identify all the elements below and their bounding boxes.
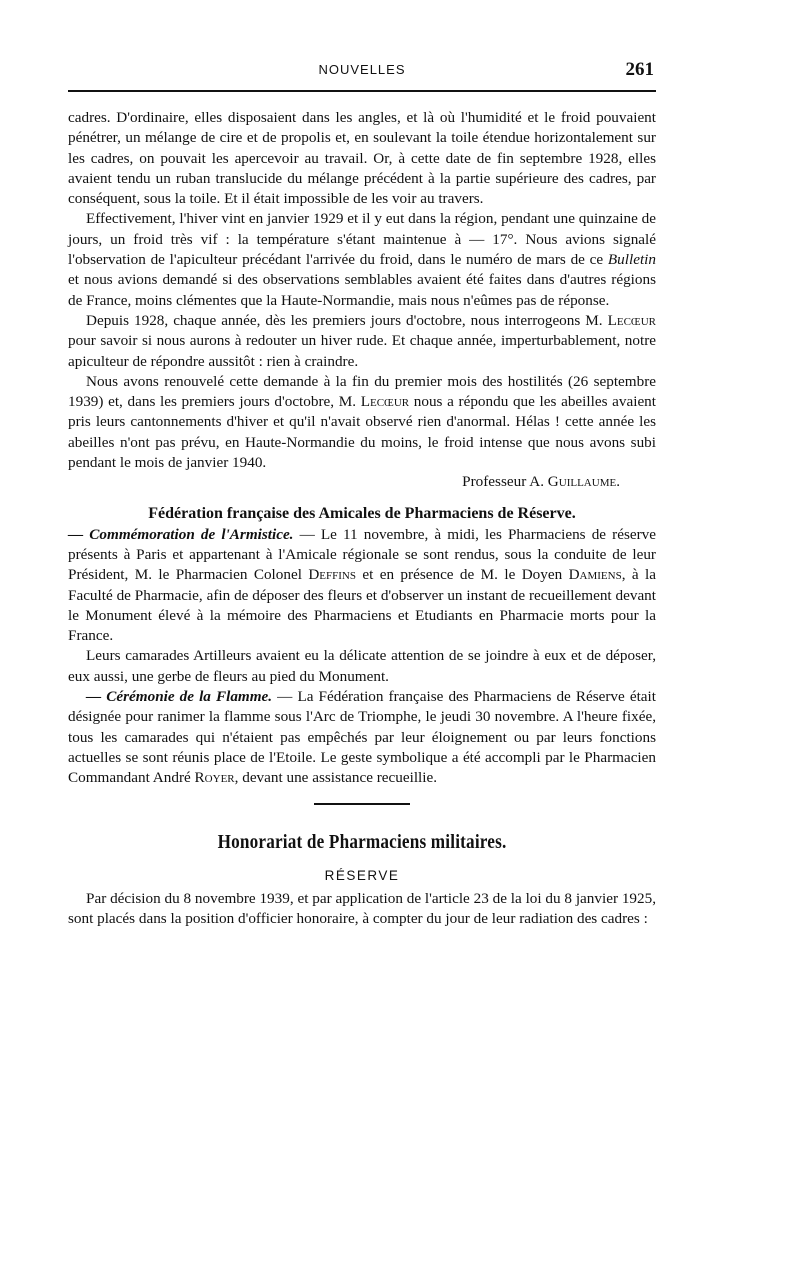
section-separator [314, 803, 410, 805]
text-run: , devant une assistance recueillie. [234, 769, 438, 787]
person-name: Damiens [568, 566, 622, 584]
text-run: et nous avions demandé si des observations semblables avaient été faites dans d'autres régions de France, moins clémentes que la Haute-Normandie, mais nous n'eûmes pas de réponse. [68, 271, 656, 309]
reserve-subheading: RÉSERVE [324, 867, 400, 883]
person-name: Lecœur [360, 393, 410, 411]
person-name: Royer [194, 769, 235, 787]
federation-paragraph-1 [68, 525, 656, 647]
header-rule [68, 90, 656, 92]
text-run: nous a répondu que les abeilles avaient pris leurs cantonnements d'hiver et qu'il n'avait observé rien d'anormal. Hélas ! cette année les abeilles n'ont pas prévu, en Haute-Normandie du moins, le froid intense que nous avons subi pendant le mois de janvier 1940. [68, 393, 656, 472]
text-run: — La Fédération française des Pharmaciens de Réserve était désignée pour ranimer la flamme sous l'Arc de Triomphe, le jeudi 30 novembre. A l'heure fixée, tous les camarades qui n'étaient pas empêchés par leur éloignement ou par leurs fonctions actuelles se sont réunis place de l'Etoile. Le geste symbolique a été accompli par le Pharmacien Commandant André [68, 688, 656, 787]
federation-paragraph-3 [68, 687, 656, 788]
article-paragraph-4 [68, 372, 656, 473]
text-run: , à la Faculté de Pharmacie, afin de déposer des fleurs et d'observer un instant de recueillement devant le Monument élevé à la mémoire des Pharmaciens et Etudiants en Pharmacie morts pour la France. [68, 566, 656, 645]
running-title: NOUVELLES [318, 62, 406, 77]
body-text [68, 108, 656, 929]
running-header [68, 60, 656, 82]
text-run: — Le 11 novembre, à midi, les Pharmaciens de réserve présents à Paris et appartenant à l'Amicale régionale se sont rendus, sous la conduite de leur Président, M. le Pharmacien Colonel [68, 525, 656, 584]
text-run: Effectivement, l'hiver vint en janvier 1929 et il y eut dans la région, pendant une quinzaine de jours, un froid très vif : la température s'étant maintenue à — 17°. Nous avions signalé l'observation de l'apiculteur précédant l'arrivée du froid, dans le numéro de mars de ce [68, 210, 656, 269]
person-name: Lecœur [607, 311, 656, 329]
text-run: Depuis 1928, chaque année, dès les premiers jours d'octobre, nous interrogeons M. [86, 311, 608, 329]
person-name: Deffins [308, 566, 356, 584]
signature-prefix: Professeur A. [462, 473, 548, 491]
run-in-heading: — Cérémonie de la Flamme. [86, 688, 273, 706]
honorariat-title: Honorariat de Pharmaciens militaires. [217, 830, 507, 853]
article-paragraph-3 [68, 311, 656, 372]
federation-paragraph-2: Leurs camarades Artilleurs avaient eu la délicate attention de se joindre à eux et de déposer, eux aussi, une gerbe de fleurs au pied du Monument. [68, 647, 656, 685]
signature-name: Guillaume. [547, 473, 620, 491]
text-run: pour savoir si nous aurons à redouter un hiver rude. Et chaque année, imperturbablement, notre apiculteur de répondre aussitôt : rien à craindre. [68, 332, 656, 370]
federation-heading: Fédération française des Amicales de Pharmaciens de Réserve. [148, 504, 576, 522]
text-run: Nous avons renouvelé cette demande à la fin du premier mois des hostilités (26 septembre 1939) et, dans les premiers jours d'octobre, M. [68, 372, 656, 411]
text-run: et en présence de M. le Doyen [355, 566, 569, 584]
article-signature [68, 472, 656, 492]
honorariat-paragraph-1: Par décision du 8 novembre 1939, et par application de l'article 23 de la loi du 8 janvier 1925, sont placés dans la position d'officier honoraire, à compter du jour de leur radiation des cadres : [68, 889, 656, 927]
article-paragraph-2 [68, 209, 656, 310]
page-number: 261 [625, 59, 654, 80]
article-paragraph-1: cadres. D'ordinaire, elles disposaient dans les angles, et là où l'humidité et le froid pouvaient pénétrer, un mélange de cire et de propolis et, en soulevant la toile étendue horizontalement sur les cadres, on pouvait les apercevoir au travail. Or, à cette date de fin septembre 1928, elles avaient tendu un ruban translucide du mélange précédent à la partie supérieure des cadres, par conséquent, sous la toile. Et il était impossible de les voir au travers. [68, 109, 656, 208]
bulletin-title: Bulletin [607, 251, 656, 269]
run-in-heading: — Commémoration de l'Armistice. [68, 525, 294, 543]
